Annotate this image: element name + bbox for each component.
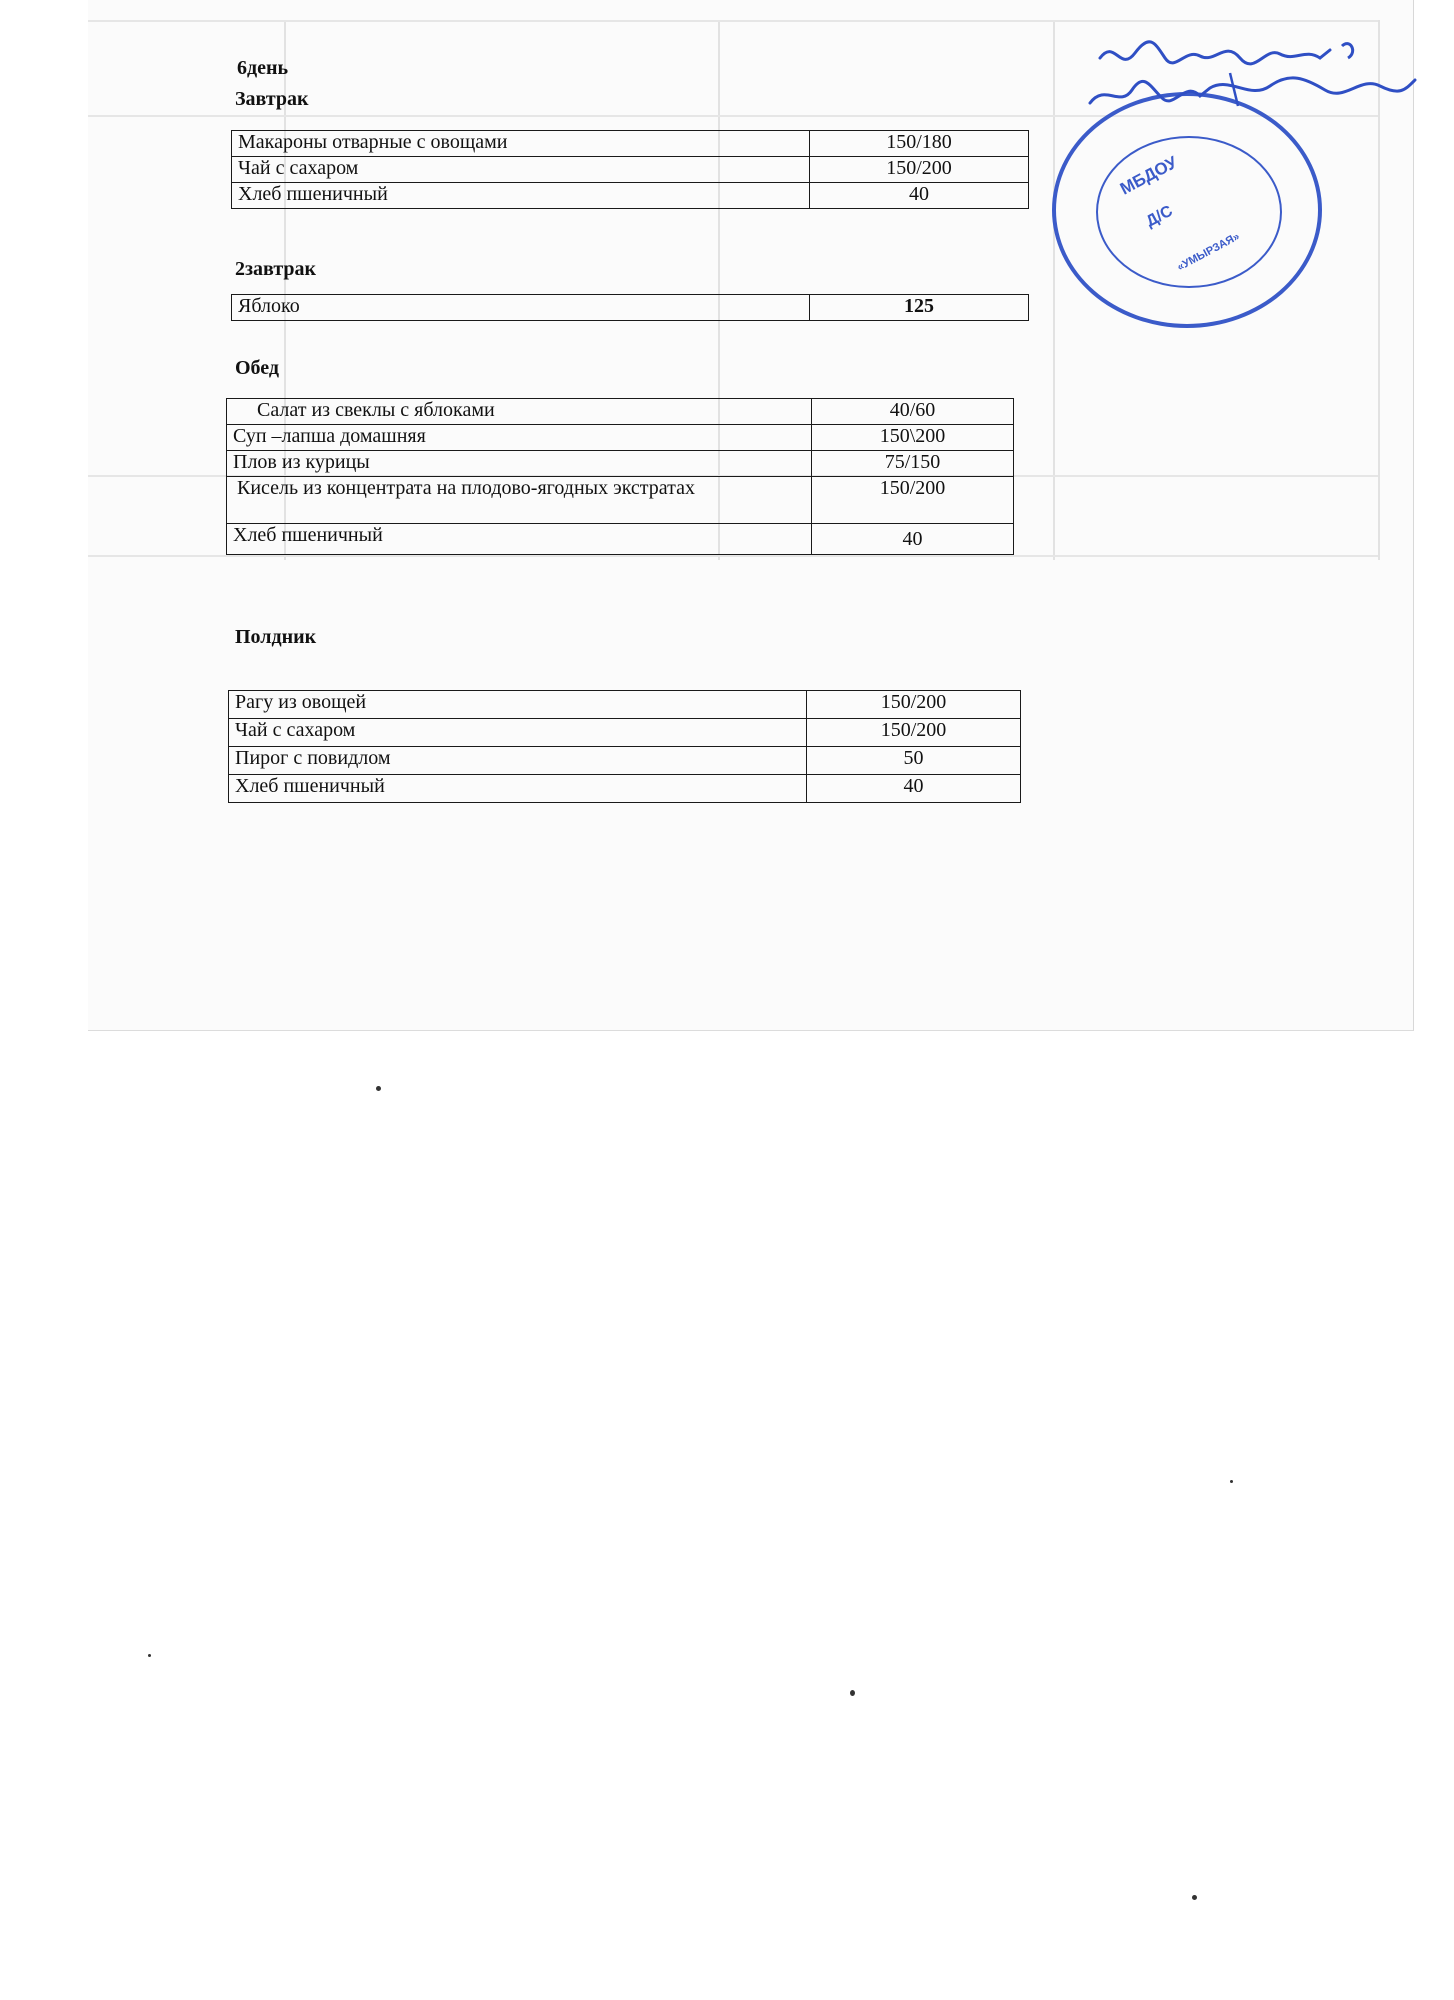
dish-cell: Чай с сахаром: [229, 719, 807, 747]
organization-stamp: [1052, 92, 1322, 328]
bleed-through-line: [1053, 20, 1055, 560]
dish-cell: Суп –лапша домашняя: [227, 425, 812, 451]
table-row: [229, 719, 1021, 747]
dish-cell: Хлеб пшеничный: [232, 183, 810, 209]
dish-cell: Плов из курицы: [227, 451, 812, 477]
table-row: [232, 157, 1029, 183]
table-row: [232, 183, 1029, 209]
section-title-second-breakfast: 2завтрак: [235, 258, 317, 280]
afternoon-snack-table: [228, 690, 1021, 803]
scan-speck: [1192, 1895, 1197, 1900]
table-row: [229, 747, 1021, 775]
handwritten-signature: [1080, 28, 1420, 123]
portion-cell: 150\200: [812, 425, 1014, 451]
table-row: [227, 451, 1014, 477]
portion-cell: 50: [807, 747, 1021, 775]
portion-cell: 40/60: [812, 399, 1014, 425]
bleed-through-line: [88, 555, 1378, 557]
section-title-lunch: Обед: [235, 357, 280, 379]
day-title: 6день: [237, 57, 289, 79]
section-title-breakfast: Завтрак: [235, 88, 309, 110]
scan-speck: [1230, 1480, 1233, 1483]
stamp-line: Д/С: [1143, 202, 1176, 231]
scan-speck: [148, 1654, 151, 1657]
table-row: [229, 691, 1021, 719]
portion-cell: 150/200: [807, 719, 1021, 747]
table-row: [227, 524, 1014, 555]
dish-cell: Кисель из концентрата на плодово-ягодных экстратах: [227, 477, 812, 524]
table-row: [232, 295, 1029, 321]
portion-cell: 150/180: [810, 131, 1029, 157]
stamp-text: [1056, 96, 1318, 324]
stamp-line: «УМЫРЗАЯ»: [1175, 230, 1242, 274]
scan-speck: [850, 1690, 855, 1696]
lunch-table: [226, 398, 1014, 555]
table-row: [227, 425, 1014, 451]
dish-cell: Салат из свеклы с яблоками: [227, 399, 812, 425]
second-breakfast-table: [231, 294, 1029, 321]
breakfast-table: [231, 130, 1029, 209]
table-row: [227, 399, 1014, 425]
dish-cell: Пирог с повидлом: [229, 747, 807, 775]
portion-cell: 150/200: [807, 691, 1021, 719]
dish-cell: Чай с сахаром: [232, 157, 810, 183]
portion-cell: 40: [812, 524, 1014, 555]
dish-cell: Макароны отварные с овощами: [232, 131, 810, 157]
portion-cell: 150/200: [812, 477, 1014, 524]
stamp-line: МБДОУ: [1116, 152, 1181, 199]
dish-cell: Яблоко: [232, 295, 810, 321]
bleed-through-line: [88, 20, 1378, 22]
dish-cell: Рагу из овощей: [229, 691, 807, 719]
table-row: [229, 775, 1021, 803]
portion-cell: 150/200: [810, 157, 1029, 183]
portion-cell: 40: [810, 183, 1029, 209]
portion-cell: 40: [807, 775, 1021, 803]
dish-cell: Хлеб пшеничный: [229, 775, 807, 803]
scan-speck: [376, 1086, 381, 1091]
portion-cell: 125: [810, 295, 1029, 321]
dish-cell: Хлеб пшеничный: [227, 524, 812, 555]
portion-cell: 75/150: [812, 451, 1014, 477]
table-row: [227, 477, 1014, 524]
section-title-afternoon-snack: Полдник: [235, 626, 317, 648]
table-row: [232, 131, 1029, 157]
